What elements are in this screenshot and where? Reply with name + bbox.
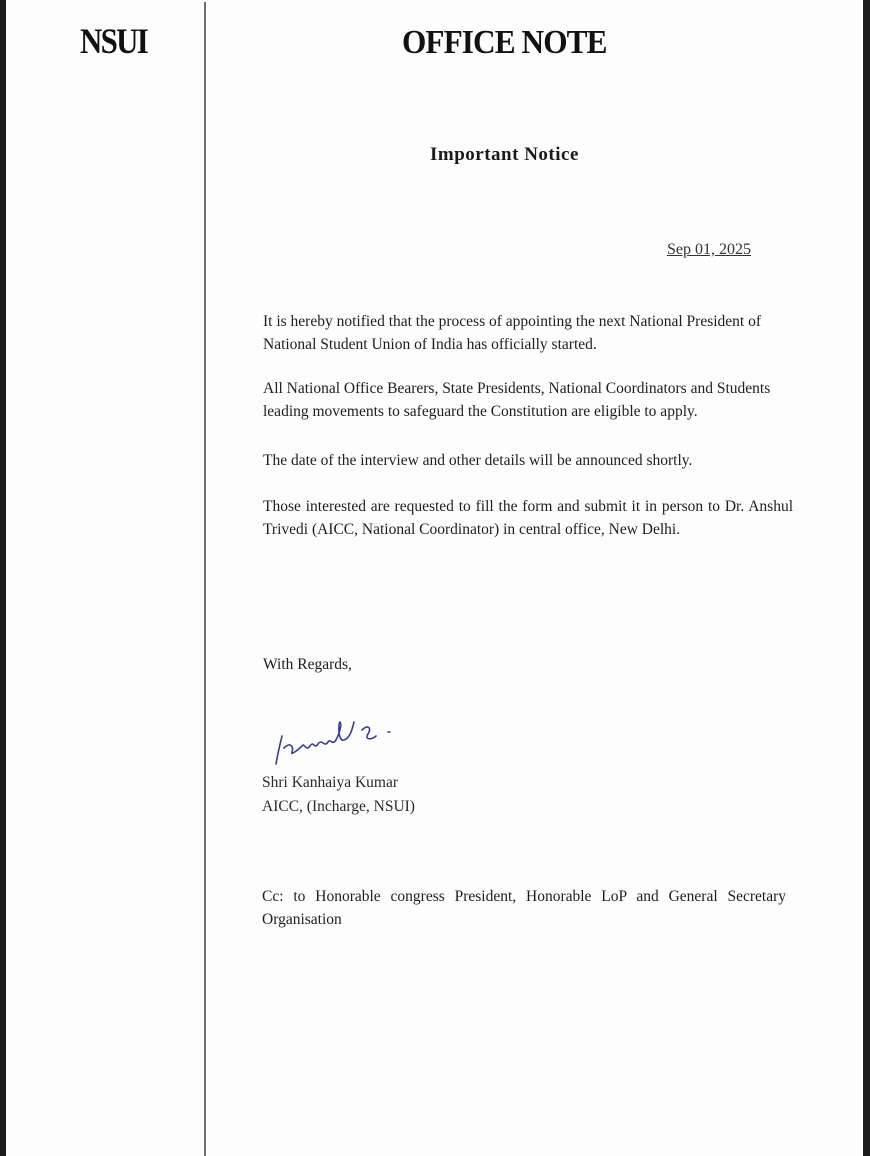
- signatory-block: [262, 771, 415, 819]
- salutation: With Regards,: [263, 656, 352, 673]
- signatory-title: AICC, (Incharge, NSUI): [262, 798, 415, 815]
- organization-name: NSUI: [80, 21, 148, 61]
- signatory-name: Shri Kanhaiya Kumar: [262, 774, 399, 791]
- paragraph-eligibility: All National Office Bearers, State Presidents, National Coordinators and Students leading movements to safeguard the Constitution are eligible to apply.: [263, 380, 771, 420]
- paragraph-appointment: It is hereby notified that the process of appointing the next National President of National Student Union of India has officially started.: [263, 313, 762, 353]
- notice-heading: Important Notice: [430, 144, 579, 165]
- paragraph-interview-date: The date of the interview and other details will be announced shortly.: [263, 452, 693, 469]
- document-title: OFFICE NOTE: [402, 24, 607, 61]
- notice-date: Sep 01, 2025: [667, 241, 751, 258]
- document-page: [6, 0, 863, 1156]
- margin-rule: [204, 2, 206, 1156]
- paragraph-submission: Those interested are requested to fill the form and submit it in person to Dr. Anshul Trivedi (AICC, National Coordinator) in central office, New Delhi.: [263, 498, 793, 538]
- cc-line: Cc: to Honorable congress President, Honorable LoP and General Secretary Organisation: [262, 888, 786, 928]
- signature-icon: [268, 712, 428, 772]
